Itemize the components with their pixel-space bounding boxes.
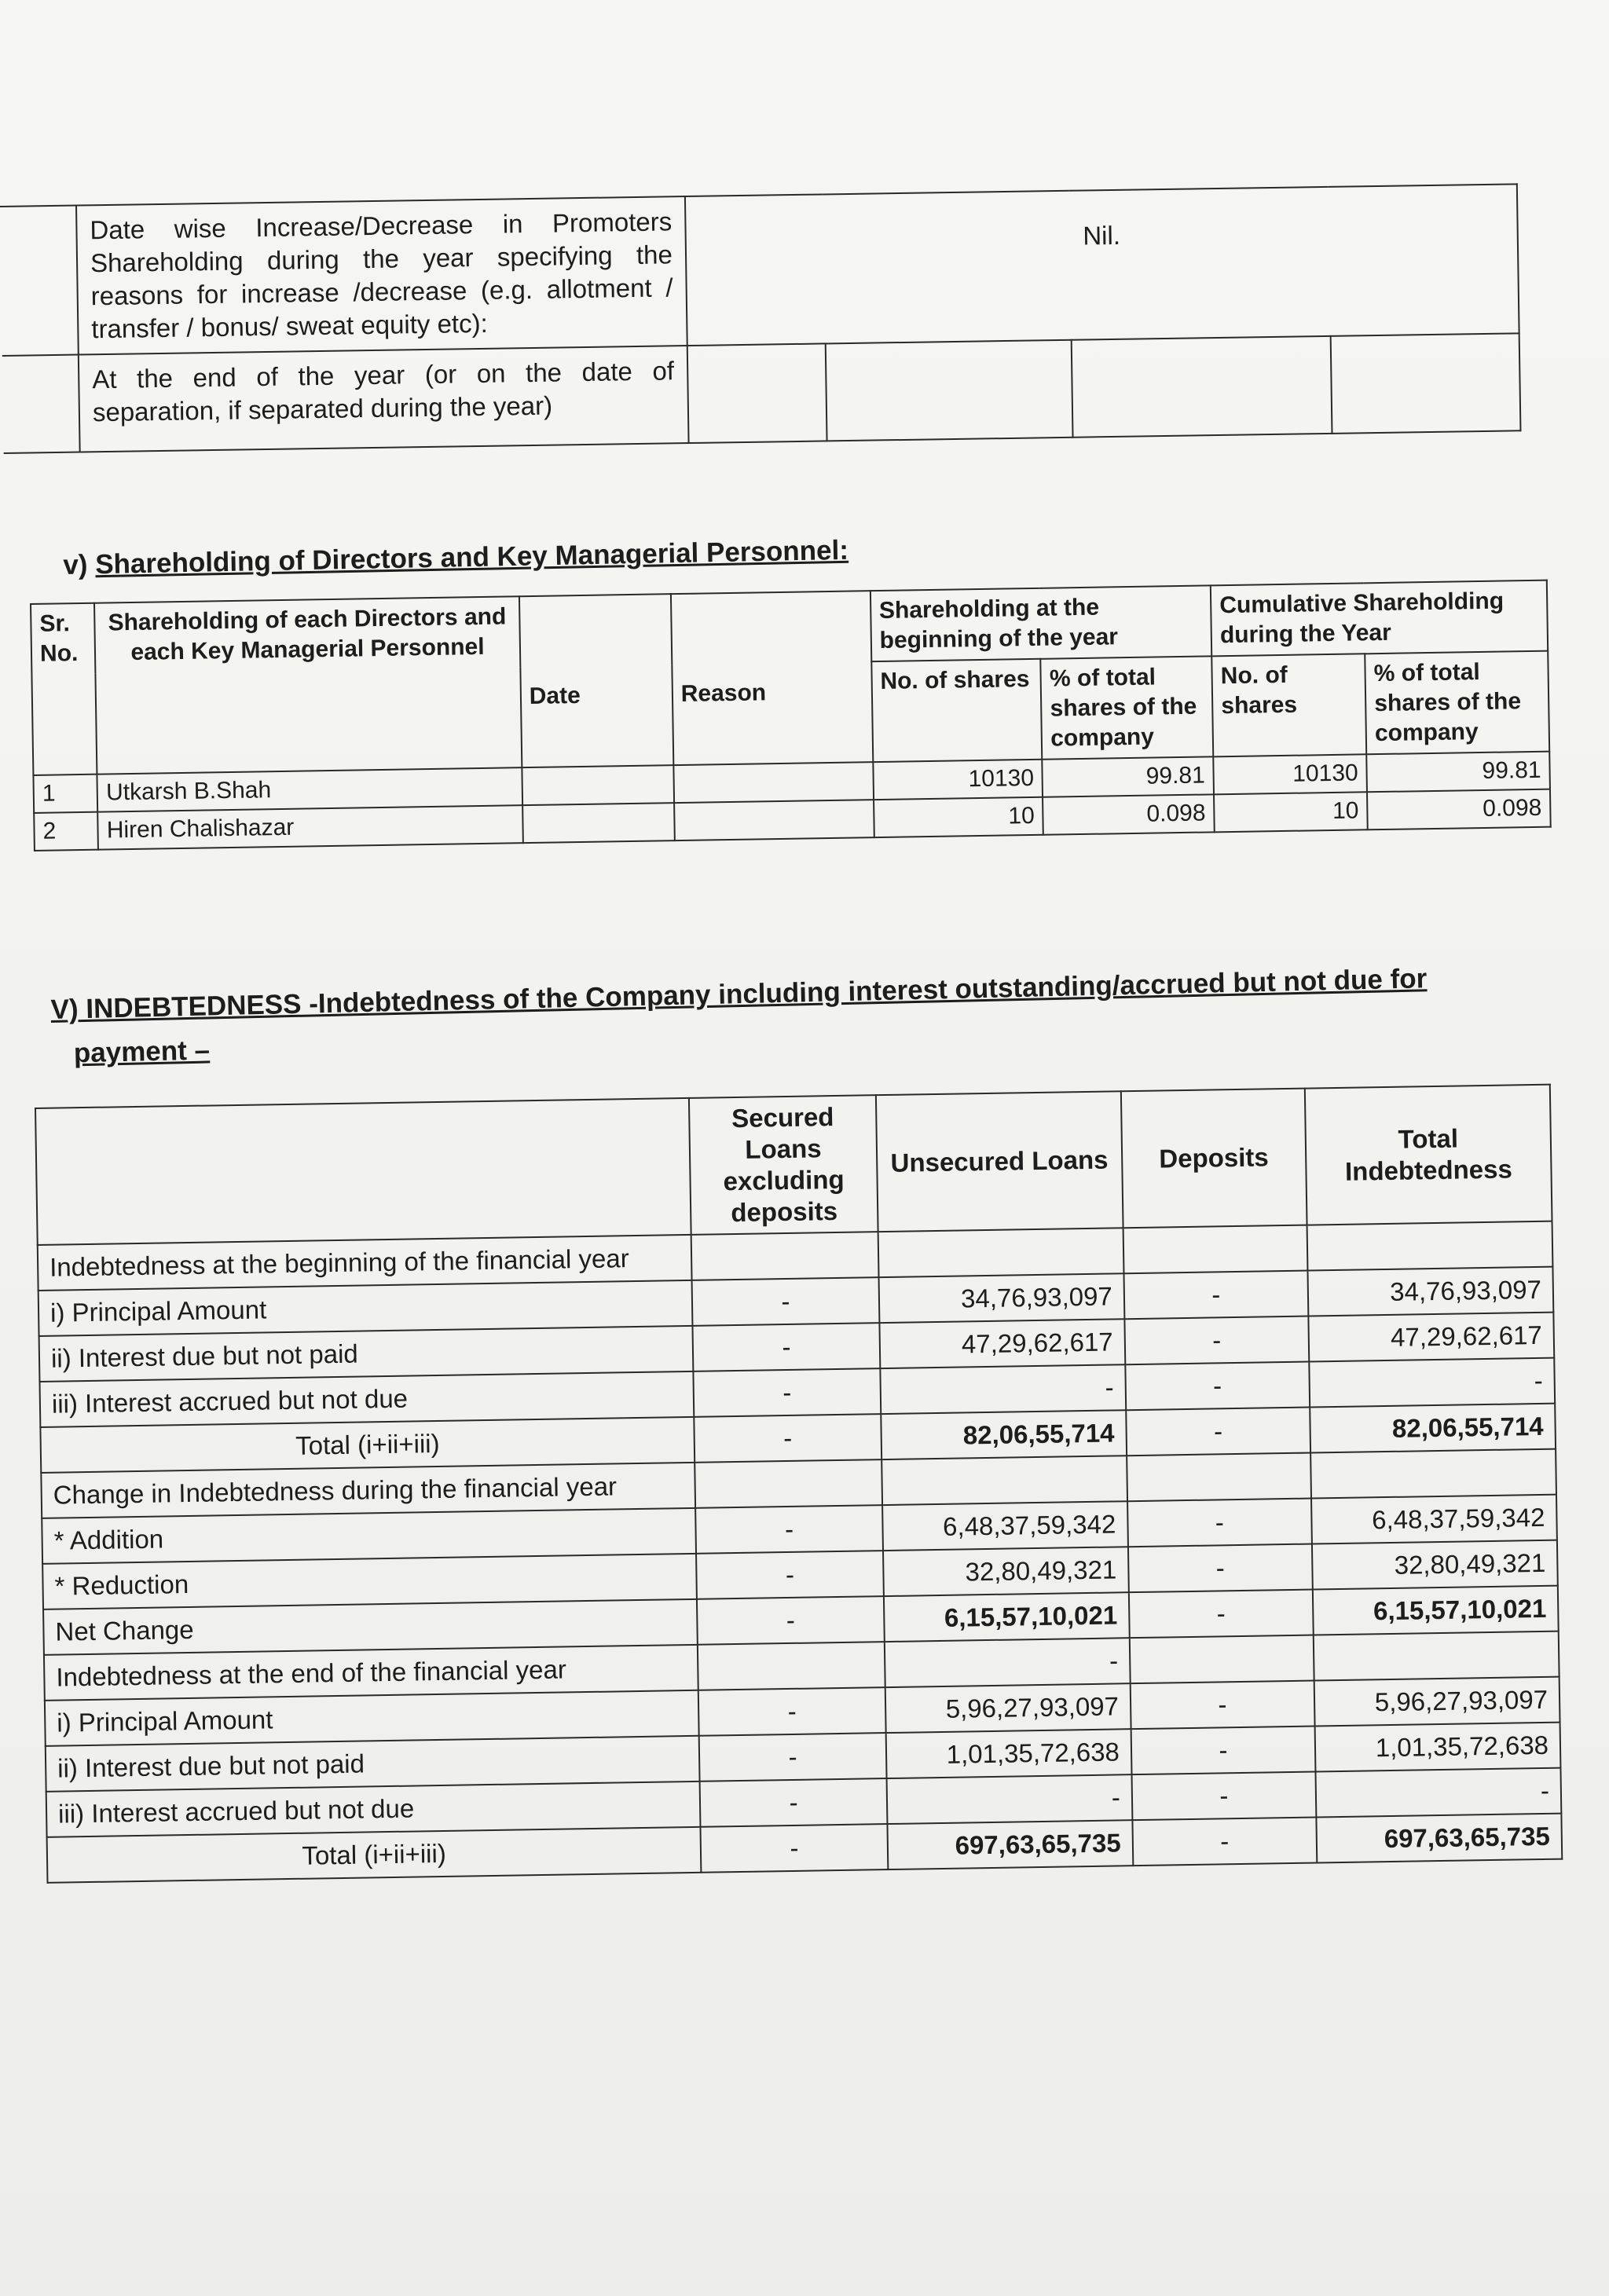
heading-text: Shareholding of Directors and Key Managerial Personnel: <box>94 534 849 580</box>
secured-cell: - <box>698 1687 885 1736</box>
unsecured-cell: 47,29,62,617 <box>879 1319 1125 1368</box>
sr-cell: 1 <box>33 774 97 813</box>
row-label-cell: i) Principal Amount <box>38 1280 693 1336</box>
deposits-cell: - <box>1128 1544 1313 1593</box>
total-cell: 5,96,27,93,097 <box>1314 1677 1560 1727</box>
col-header-begin-pct: % of total shares of the company <box>1041 656 1214 759</box>
heading-line-2: payment – <box>73 1034 211 1069</box>
row-label-cell: ii) Interest due but not paid <box>46 1736 700 1792</box>
reason-cell <box>674 800 874 840</box>
directors-shareholding-table <box>30 580 1552 851</box>
promoters-change-label: Date wise Increase/Decrease in Promoters Shareholding during the year specifying the reasons for increase /decrease (e.g. allotment / transfer / bonus/ sweat equity etc): <box>76 196 687 354</box>
cum-pct-cell: 99.81 <box>1366 752 1550 793</box>
col-header-cum-no: No. of shares <box>1211 654 1366 756</box>
begin-pct-cell: 0.098 <box>1043 794 1215 834</box>
total-cell: 34,76,93,097 <box>1307 1267 1553 1316</box>
total-cell: 697,63,65,735 <box>1316 1814 1562 1863</box>
row-label-cell: Change in Indebtedness during the financial year <box>41 1463 695 1518</box>
cum-pct-cell: 0.098 <box>1367 789 1551 830</box>
cum-no-cell: 10130 <box>1213 754 1367 794</box>
col-header-reason: Reason <box>671 591 873 765</box>
unsecured-cell <box>878 1228 1123 1277</box>
col-header-secured: Secured Loans excluding deposits <box>689 1095 878 1235</box>
cum-no-cell: 10 <box>1214 792 1368 832</box>
total-cell <box>1307 1221 1552 1271</box>
table-row <box>0 184 1519 356</box>
col-header-blank <box>35 1098 691 1245</box>
secured-cell <box>698 1642 885 1690</box>
secured-cell: - <box>700 1778 887 1827</box>
row-label-cell: Indebtedness at the end of the financial year <box>44 1645 698 1701</box>
secured-cell: - <box>692 1277 879 1326</box>
empty-cell <box>1071 336 1332 438</box>
deposits-cell: - <box>1129 1590 1314 1639</box>
secured-cell: - <box>701 1824 888 1873</box>
col-header-unsecured: Unsecured Loans <box>876 1091 1123 1232</box>
date-cell <box>522 803 675 843</box>
deposits-cell: - <box>1132 1817 1317 1866</box>
col-header-beginning: Shareholding at the beginning of the year <box>870 585 1212 661</box>
row-label-cell: i) Principal Amount <box>45 1690 699 1746</box>
col-header-sr: Sr. No. <box>31 603 97 775</box>
secured-cell: - <box>695 1505 882 1554</box>
total-cell: 82,06,55,714 <box>1310 1404 1556 1453</box>
secured-cell: - <box>693 1323 880 1371</box>
deposits-cell: - <box>1131 1771 1316 1820</box>
row-label-cell: iii) Interest accrued but not due <box>46 1782 701 1837</box>
secured-cell: - <box>695 1414 881 1463</box>
unsecured-cell: 6,48,37,59,342 <box>882 1501 1128 1551</box>
unsecured-cell: - <box>880 1364 1126 1414</box>
unsecured-cell: 34,76,93,097 <box>878 1273 1124 1323</box>
indebtedness-body <box>38 1221 1563 1883</box>
col-header-total: Total Indebtedness <box>1305 1085 1552 1225</box>
total-cell: - <box>1309 1358 1555 1408</box>
secured-cell: - <box>699 1733 886 1782</box>
unsecured-cell: 1,01,35,72,638 <box>885 1729 1131 1778</box>
begin-no-cell: 10 <box>874 797 1043 837</box>
secured-cell <box>691 1232 878 1280</box>
unsecured-cell: 6,15,57,10,021 <box>884 1592 1130 1642</box>
heading-prefix: v) <box>63 549 96 580</box>
row-label-cell: Indebtedness at the beginning of the financial year <box>38 1235 692 1291</box>
total-cell: 32,80,49,321 <box>1312 1540 1558 1590</box>
deposits-cell: - <box>1127 1499 1312 1547</box>
total-cell: 1,01,35,72,638 <box>1314 1723 1560 1772</box>
empty-cell <box>826 340 1072 441</box>
deposits-cell: - <box>1131 1681 1315 1730</box>
begin-pct-cell: 99.81 <box>1043 756 1215 796</box>
header-row <box>35 1085 1552 1245</box>
blank-cell <box>0 206 79 356</box>
promoters-change-value: Nil. <box>685 184 1519 346</box>
total-cell <box>1314 1631 1560 1681</box>
deposits-cell <box>1127 1453 1311 1502</box>
row-label-cell: * Reduction <box>42 1554 697 1609</box>
deposits-cell: - <box>1131 1727 1315 1775</box>
secured-cell: - <box>697 1596 884 1645</box>
deposits-cell <box>1130 1635 1314 1684</box>
sr-cell: 2 <box>34 812 98 851</box>
deposits-cell: - <box>1123 1271 1308 1320</box>
unsecured-cell <box>881 1456 1127 1505</box>
empty-cell <box>687 343 827 443</box>
col-header-cumulative: Cumulative Shareholding during the Year <box>1211 580 1548 657</box>
deposits-cell: - <box>1124 1316 1309 1365</box>
row-label-cell: Total (i+ii+iii) <box>47 1827 702 1883</box>
col-header-cum-pct: % of total shares of the company <box>1365 651 1549 755</box>
deposits-cell: - <box>1125 1362 1310 1411</box>
blank-cell <box>2 355 80 453</box>
begin-no-cell: 10130 <box>873 760 1043 800</box>
deposits-cell: - <box>1126 1408 1310 1456</box>
promoters-change-table <box>0 183 1521 454</box>
secured-cell: - <box>696 1551 883 1599</box>
total-cell <box>1310 1449 1556 1499</box>
empty-cell <box>1331 333 1521 434</box>
col-header-date: Date <box>519 594 673 767</box>
name-cell: Hiren Chalishazar <box>97 805 522 849</box>
unsecured-cell: 697,63,65,735 <box>887 1820 1133 1869</box>
total-cell: - <box>1315 1768 1561 1818</box>
row-label-cell: Total (i+ii+iii) <box>40 1417 695 1473</box>
deposits-cell <box>1123 1225 1307 1274</box>
end-of-year-label: At the end of the year (or on the date of separation, if separated during the year) <box>79 346 689 452</box>
unsecured-cell: - <box>886 1774 1132 1824</box>
date-cell <box>522 765 674 805</box>
row-label-cell: ii) Interest due but not paid <box>39 1326 694 1382</box>
name-cell: Utkarsh B.Shah <box>97 767 522 811</box>
reason-cell <box>673 762 874 803</box>
unsecured-cell: 32,80,49,321 <box>883 1547 1129 1596</box>
indebtedness-table <box>35 1084 1563 1884</box>
row-label-cell: * Addition <box>42 1508 696 1564</box>
total-cell: 6,15,57,10,021 <box>1313 1586 1559 1635</box>
col-header-begin-no: No. of shares <box>871 659 1043 762</box>
unsecured-cell: 5,96,27,93,097 <box>885 1683 1131 1733</box>
unsecured-cell: 82,06,55,714 <box>881 1410 1127 1459</box>
unsecured-cell: - <box>885 1638 1131 1687</box>
row-label-cell: iii) Interest accrued but not due <box>39 1371 694 1427</box>
total-cell: 6,48,37,59,342 <box>1311 1495 1557 1544</box>
total-cell: 47,29,62,617 <box>1308 1313 1554 1362</box>
col-header-deposits: Deposits <box>1121 1089 1307 1229</box>
secured-cell: - <box>694 1368 881 1417</box>
secured-cell <box>695 1459 881 1508</box>
row-label-cell: Net Change <box>43 1599 698 1655</box>
col-header-name: Shareholding of each Directors and each Key Managerial Personnel <box>94 596 522 774</box>
heading-line-1: V) INDEBTEDNESS -Indebtedness of the Company including interest outstanding/accrued but not due for <box>50 963 1428 1025</box>
